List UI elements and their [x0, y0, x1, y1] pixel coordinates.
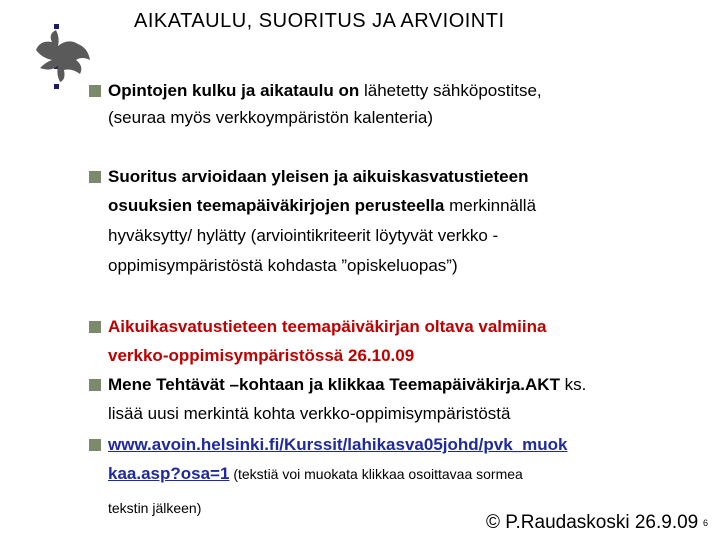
- bullet-3-line-1: Aikuikasvatustieteen teemapäiväkirjan oltava valmiina: [108, 317, 547, 336]
- bullet-4-line-2: lisää uusi merkintä kohta verkko-oppimisympäristöstä: [108, 404, 511, 423]
- bullet-1-bold: Opintojen kulku ja aikataulu on: [108, 81, 360, 100]
- bullet-square-icon: [88, 320, 102, 334]
- footer-copyright: © P.Raudaskoski 26.9.09: [486, 512, 699, 533]
- bullet-2-line-3: hyväksytty/ hylätty (arviointikriteerit löytyvät verkko -: [108, 226, 499, 245]
- bullet-5-note-line-2: tekstin jälkeen): [108, 500, 202, 516]
- course-link-continued[interactable]: kaa.asp?osa=1: [108, 464, 230, 483]
- bullet-1-rest: lähetetty sähköpostitse,: [359, 81, 542, 100]
- bullet-square-icon: [88, 170, 102, 184]
- bullet-2-line-1: Suoritus arvioidaan yleisen ja aikuiskasvatustieteen: [108, 167, 529, 186]
- bullet-square-icon: [88, 84, 102, 98]
- bullet-square-icon: [88, 378, 102, 392]
- bullet-4-rest: ks.: [559, 375, 587, 394]
- bullet-4-line-1: [108, 375, 586, 395]
- course-link[interactable]: www.avoin.helsinki.fi/Kurssit/lahikasva05johd/pvk_muok: [108, 435, 568, 454]
- bullet-2-line-2: [108, 196, 536, 216]
- bullet-2-line-4: oppimisympäristöstä kohdasta ”opiskeluopas”): [108, 256, 458, 275]
- bullet-3-line-2: verkko-oppimisympäristössä 26.10.09: [108, 346, 415, 365]
- university-logo-icon: [30, 20, 92, 98]
- slide-number: 6: [703, 518, 709, 528]
- bullet-1-line-1: [108, 81, 542, 101]
- bullet-1-line-2: (seuraa myös verkkoympäristön kalenteria): [108, 108, 434, 127]
- bullet-2-rest: merkinnällä: [444, 196, 537, 215]
- bullet-5-line-1: [108, 435, 567, 455]
- bullet-5-line-2: [108, 464, 523, 484]
- bullet-5-note: (tekstiä voi muokata klikkaa osoittavaa sormea: [229, 466, 523, 482]
- bullet-2-bold: osuuksien teemapäiväkirjojen perusteella: [108, 196, 445, 215]
- bullet-square-icon: [88, 438, 102, 452]
- slide-title: AIKATAULU, SUORITUS JA ARVIOINTI: [134, 10, 505, 32]
- bullet-4-bold: Mene Tehtävät –kohtaan ja klikkaa Teemapäiväkirja.AKT: [108, 375, 560, 394]
